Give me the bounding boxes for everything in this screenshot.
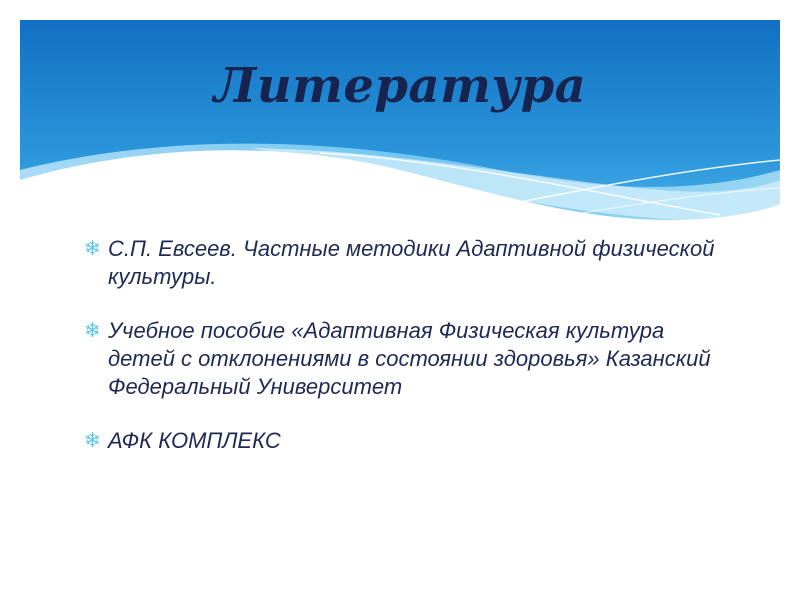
bullet-text: Учебное пособие «Адаптивная Физическая культура детей с отклонениями в состоянии здоровья» Казанский Федеральный Университет [108,318,711,399]
slide-frame [20,20,780,580]
list-item [84,235,724,291]
bullet-text: АФК КОМПЛЕКС [108,428,281,453]
snowflake-bullet-icon: ❄ [84,430,101,452]
header-wave-band [20,20,780,260]
bullet-list [84,235,724,481]
wave-background [20,20,780,260]
snowflake-bullet-icon: ❄ [84,238,101,260]
list-item [84,427,724,455]
snowflake-bullet-icon: ❄ [84,320,101,342]
list-item [84,317,724,401]
slide-title: Литература [213,58,587,114]
bullet-text: С.П. Евсеев. Частные методики Адаптивной физической культуры. [108,236,715,289]
